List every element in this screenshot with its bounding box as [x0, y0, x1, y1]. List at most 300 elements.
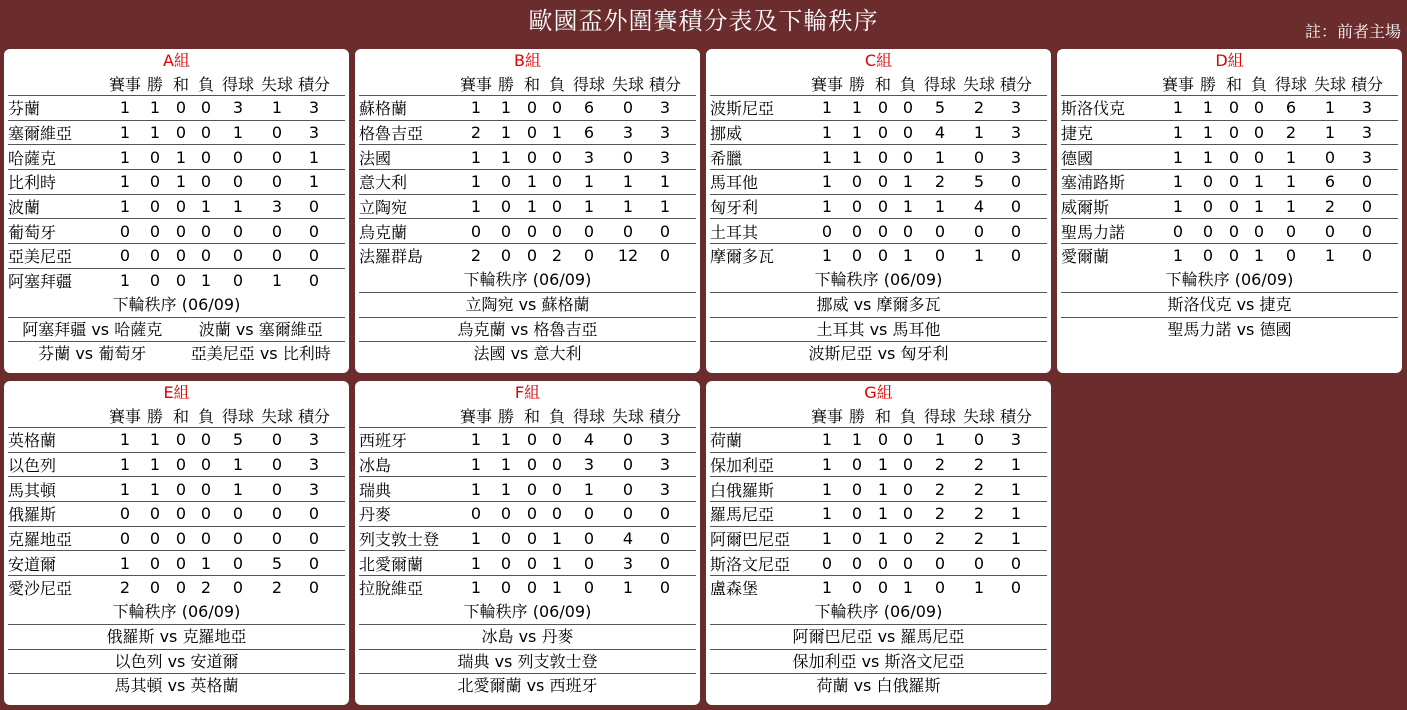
stat-cell: 0 [232, 553, 244, 573]
stat-cell: 6 [1324, 172, 1336, 192]
table-row [359, 452, 696, 477]
stat-cell: 0 [902, 221, 914, 241]
column-header: 負 [548, 406, 565, 426]
stat-cell: 0 [821, 221, 833, 241]
stat-cell: 1 [934, 197, 946, 217]
stat-cell: 0 [902, 553, 914, 573]
match: 阿塞拜疆 vs 哈薩克 [22, 319, 163, 339]
stat-cell: 1 [149, 479, 161, 499]
stat-cell: 0 [902, 504, 914, 524]
schedule-title: 下輪秩序 (06/09) [814, 601, 943, 621]
stat-cell: 0 [622, 221, 634, 241]
stat-cell: 0 [851, 529, 863, 549]
stat-cell: 1 [934, 147, 946, 167]
group-panel [706, 381, 1051, 705]
stat-cell: 1 [551, 578, 563, 598]
stat-cell: 0 [622, 430, 634, 450]
stat-cell: 3 [1010, 98, 1022, 118]
stat-cell: 6 [583, 98, 595, 118]
standings-header [8, 71, 345, 95]
stat-cell: 0 [877, 430, 889, 450]
column-header: 賽事 [810, 74, 843, 94]
column-header: 勝 [497, 74, 514, 94]
stat-cell: 0 [149, 221, 161, 241]
stat-cell: 0 [271, 430, 283, 450]
column-header: 失球 [962, 74, 995, 94]
match: 土耳其 vs 馬耳他 [710, 317, 1047, 342]
column-header: 勝 [146, 406, 163, 426]
stat-cell: 0 [851, 197, 863, 217]
column-header: 負 [899, 74, 916, 94]
stat-cell: 0 [470, 221, 482, 241]
column-header: 賽事 [1161, 74, 1194, 94]
team-name: 意大利 [359, 173, 408, 193]
stat-cell: 3 [583, 147, 595, 167]
group-name: F組 [514, 383, 541, 402]
stat-cell: 0 [934, 246, 946, 266]
match: 斯洛伐克 vs 捷克 [1061, 292, 1398, 317]
team-name: 保加利亞 [710, 456, 775, 476]
table-row [8, 95, 345, 120]
stat-cell: 0 [200, 504, 212, 524]
table-row [359, 144, 696, 169]
stat-cell: 1 [119, 123, 131, 143]
stat-cell: 0 [659, 529, 671, 549]
table-row [710, 427, 1047, 452]
stat-cell: 0 [232, 172, 244, 192]
stat-cell: 1 [821, 246, 833, 266]
stat-cell: 1 [583, 479, 595, 499]
group-panel [1057, 49, 1402, 373]
team-name: 亞美尼亞 [8, 247, 73, 267]
stat-cell: 1 [877, 479, 889, 499]
stat-cell: 3 [659, 479, 671, 499]
stat-cell: 0 [877, 553, 889, 573]
stat-cell: 2 [973, 529, 985, 549]
stat-cell: 1 [1010, 529, 1022, 549]
stat-cell: 0 [551, 98, 563, 118]
column-header: 賽事 [459, 74, 492, 94]
stat-cell: 3 [659, 98, 671, 118]
stat-cell: 0 [1228, 197, 1240, 217]
stat-cell: 0 [500, 529, 512, 549]
stat-cell: 0 [583, 578, 595, 598]
team-name: 波蘭 [8, 198, 41, 218]
team-name: 荷蘭 [710, 431, 743, 451]
stat-cell: 1 [902, 578, 914, 598]
table-row [359, 575, 696, 600]
stat-cell: 1 [470, 553, 482, 573]
stat-cell: 0 [551, 147, 563, 167]
stat-cell: 1 [526, 197, 538, 217]
stat-cell: 0 [526, 504, 538, 524]
stat-cell: 0 [200, 98, 212, 118]
stat-cell: 0 [526, 529, 538, 549]
stat-cell: 1 [470, 197, 482, 217]
stat-cell: 0 [1202, 197, 1214, 217]
stat-cell: 1 [119, 197, 131, 217]
match-row [8, 317, 345, 342]
stat-cell: 1 [200, 553, 212, 573]
stat-cell: 5 [232, 430, 244, 450]
column-header: 負 [1250, 74, 1267, 94]
team-name: 烏克蘭 [359, 222, 408, 242]
team-name: 匈牙利 [710, 198, 759, 218]
match: 挪威 vs 摩爾多瓦 [710, 292, 1047, 317]
stat-cell: 1 [500, 123, 512, 143]
stat-cell: 0 [902, 455, 914, 475]
stat-cell: 0 [1228, 246, 1240, 266]
stat-cell: 1 [1324, 123, 1336, 143]
column-header: 負 [197, 406, 214, 426]
column-header: 失球 [962, 406, 995, 426]
stat-cell: 1 [1202, 98, 1214, 118]
stat-cell: 0 [622, 98, 634, 118]
team-name: 蘇格蘭 [359, 99, 408, 119]
stat-cell: 1 [1285, 197, 1297, 217]
match: 俄羅斯 vs 克羅地亞 [8, 624, 345, 649]
stat-cell: 1 [1172, 172, 1184, 192]
team-name: 波斯尼亞 [710, 99, 775, 119]
team-name: 摩爾多瓦 [710, 247, 775, 267]
stat-cell: 0 [659, 504, 671, 524]
stat-cell: 0 [271, 479, 283, 499]
stat-cell: 1 [821, 123, 833, 143]
table-row [8, 169, 345, 194]
stat-cell: 1 [232, 455, 244, 475]
stat-cell: 0 [175, 529, 187, 549]
team-name: 聖馬力諾 [1061, 222, 1126, 242]
team-name: 愛爾蘭 [1061, 247, 1110, 267]
stat-cell: 6 [583, 123, 595, 143]
match-row [8, 341, 345, 366]
table-row [710, 144, 1047, 169]
stat-cell: 4 [973, 197, 985, 217]
stat-cell: 0 [175, 430, 187, 450]
stat-cell: 0 [1285, 221, 1297, 241]
stat-cell: 1 [119, 455, 131, 475]
stat-cell: 0 [271, 504, 283, 524]
team-name: 塞爾維亞 [8, 124, 73, 144]
stat-cell: 0 [200, 221, 212, 241]
stat-cell: 0 [232, 271, 244, 291]
stat-cell: 0 [119, 529, 131, 549]
stat-cell: 0 [622, 455, 634, 475]
stat-cell: 0 [851, 172, 863, 192]
stat-cell: 3 [622, 553, 634, 573]
stat-cell: 3 [308, 123, 320, 143]
stat-cell: 1 [500, 455, 512, 475]
table-row [359, 526, 696, 551]
stat-cell: 1 [500, 479, 512, 499]
stat-cell: 0 [119, 504, 131, 524]
stat-cell: 2 [470, 246, 482, 266]
stat-cell: 0 [1228, 123, 1240, 143]
table-row [1061, 194, 1398, 219]
stat-cell: 0 [1010, 553, 1022, 573]
team-name: 威爾斯 [1061, 198, 1110, 218]
table-row [710, 169, 1047, 194]
team-name: 拉脫維亞 [359, 579, 424, 599]
stat-cell: 1 [526, 172, 538, 192]
stat-cell: 1 [470, 430, 482, 450]
table-row [710, 95, 1047, 120]
group-name: C組 [864, 51, 893, 70]
stat-cell: 0 [149, 147, 161, 167]
stat-cell: 0 [851, 221, 863, 241]
team-name: 愛沙尼亞 [8, 579, 73, 599]
stat-cell: 1 [175, 172, 187, 192]
stat-cell: 0 [1010, 197, 1022, 217]
stat-cell: 0 [659, 578, 671, 598]
stat-cell: 1 [200, 271, 212, 291]
team-name: 斯洛伐克 [1061, 99, 1126, 119]
stat-cell: 0 [1228, 172, 1240, 192]
stat-cell: 1 [119, 479, 131, 499]
stat-cell: 3 [308, 98, 320, 118]
column-header: 勝 [848, 74, 865, 94]
stat-cell: 1 [851, 98, 863, 118]
stat-cell: 1 [149, 455, 161, 475]
table-row [8, 120, 345, 145]
stat-cell: 0 [583, 246, 595, 266]
stat-cell: 0 [200, 430, 212, 450]
stat-cell: 1 [1285, 147, 1297, 167]
team-name: 克羅地亞 [8, 530, 73, 550]
stat-cell: 0 [232, 529, 244, 549]
group-panel [355, 381, 700, 705]
standings-header [8, 403, 345, 427]
stat-cell: 1 [821, 430, 833, 450]
column-header: 積分 [297, 406, 330, 426]
stat-cell: 2 [973, 479, 985, 499]
team-name: 阿爾巴尼亞 [710, 530, 791, 550]
stat-cell: 0 [877, 221, 889, 241]
schedule-title: 下輪秩序 (06/09) [463, 601, 592, 621]
column-header: 賽事 [810, 406, 843, 426]
standings-header [1061, 71, 1398, 95]
stat-cell: 1 [470, 172, 482, 192]
column-header: 積分 [999, 406, 1032, 426]
table-row [8, 218, 345, 243]
stat-cell: 1 [119, 98, 131, 118]
stat-cell: 0 [271, 455, 283, 475]
stat-cell: 0 [308, 553, 320, 573]
group-name: D組 [1215, 51, 1244, 70]
stat-cell: 0 [551, 430, 563, 450]
stat-cell: 0 [175, 221, 187, 241]
column-header: 得球 [923, 74, 956, 94]
stat-cell: 1 [659, 197, 671, 217]
stat-cell: 0 [271, 147, 283, 167]
stat-cell: 1 [119, 430, 131, 450]
table-row [8, 427, 345, 452]
table-row [710, 243, 1047, 268]
stat-cell: 0 [200, 147, 212, 167]
team-name: 德國 [1061, 148, 1094, 168]
team-name: 捷克 [1061, 124, 1094, 144]
stat-cell: 5 [973, 172, 985, 192]
table-row [8, 526, 345, 551]
stat-cell: 0 [1253, 123, 1265, 143]
stat-cell: 0 [902, 430, 914, 450]
stat-cell: 0 [622, 504, 634, 524]
column-header: 失球 [260, 74, 293, 94]
stat-cell: 0 [308, 529, 320, 549]
stat-cell: 0 [308, 504, 320, 524]
column-header: 勝 [146, 74, 163, 94]
table-row [359, 476, 696, 501]
group-name: A組 [163, 51, 190, 70]
stat-cell: 1 [1253, 172, 1265, 192]
stat-cell: 0 [149, 246, 161, 266]
stat-cell: 0 [175, 553, 187, 573]
stat-cell: 1 [119, 271, 131, 291]
stat-cell: 0 [232, 578, 244, 598]
stat-cell: 0 [308, 221, 320, 241]
schedule-title: 下輪秩序 (06/09) [112, 601, 241, 621]
column-header: 和 [172, 74, 189, 94]
stat-cell: 1 [1324, 246, 1336, 266]
stat-cell: 0 [232, 147, 244, 167]
column-header: 負 [899, 406, 916, 426]
team-name: 土耳其 [710, 222, 759, 242]
stat-cell: 1 [1172, 246, 1184, 266]
stat-cell: 3 [308, 479, 320, 499]
stat-cell: 0 [851, 455, 863, 475]
team-name: 哈薩克 [8, 148, 57, 168]
column-header: 得球 [923, 406, 956, 426]
stat-cell: 0 [902, 123, 914, 143]
stat-cell: 0 [622, 147, 634, 167]
stat-cell: 1 [973, 246, 985, 266]
stat-cell: 0 [851, 578, 863, 598]
stat-cell: 0 [1202, 221, 1214, 241]
stat-cell: 0 [526, 123, 538, 143]
stat-cell: 1 [583, 172, 595, 192]
stat-cell: 0 [659, 553, 671, 573]
table-row [8, 268, 345, 293]
table-row [710, 476, 1047, 501]
table-row [8, 452, 345, 477]
column-header: 得球 [572, 74, 605, 94]
stat-cell: 0 [851, 553, 863, 573]
stat-cell: 1 [877, 455, 889, 475]
stat-cell: 1 [308, 172, 320, 192]
stat-cell: 0 [973, 430, 985, 450]
stat-cell: 0 [659, 221, 671, 241]
table-row [359, 169, 696, 194]
stat-cell: 0 [500, 246, 512, 266]
stat-cell: 0 [551, 455, 563, 475]
stat-cell: 1 [1172, 197, 1184, 217]
stat-cell: 0 [149, 197, 161, 217]
stat-cell: 0 [659, 246, 671, 266]
stat-cell: 0 [526, 578, 538, 598]
stat-cell: 0 [551, 221, 563, 241]
stat-cell: 0 [175, 246, 187, 266]
match: 瑞典 vs 列支敦士登 [359, 649, 696, 674]
team-name: 盧森堡 [710, 579, 759, 599]
stat-cell: 0 [500, 197, 512, 217]
stat-cell: 4 [583, 430, 595, 450]
stat-cell: 0 [200, 172, 212, 192]
team-name: 法國 [359, 148, 392, 168]
stat-cell: 1 [1172, 123, 1184, 143]
stat-cell: 0 [877, 98, 889, 118]
stat-cell: 0 [175, 197, 187, 217]
page-title: 歐國盃外圍賽積分表及下輪秩序 [528, 7, 879, 35]
stat-cell: 2 [271, 578, 283, 598]
stat-cell: 3 [308, 455, 320, 475]
stat-cell: 1 [500, 430, 512, 450]
team-name: 羅馬尼亞 [710, 505, 775, 525]
stat-cell: 1 [902, 246, 914, 266]
stat-cell: 1 [877, 504, 889, 524]
stat-cell: 1 [119, 553, 131, 573]
column-header: 積分 [1350, 74, 1383, 94]
stat-cell: 0 [500, 504, 512, 524]
team-name: 安道爾 [8, 554, 57, 574]
stat-cell: 0 [551, 479, 563, 499]
stat-cell: 2 [973, 455, 985, 475]
column-header: 積分 [297, 74, 330, 94]
stat-cell: 0 [1253, 221, 1265, 241]
stat-cell: 1 [902, 197, 914, 217]
stat-cell: 1 [1172, 147, 1184, 167]
stat-cell: 1 [232, 123, 244, 143]
stat-cell: 0 [200, 246, 212, 266]
stat-cell: 0 [1324, 221, 1336, 241]
stat-cell: 0 [308, 578, 320, 598]
stat-cell: 0 [526, 98, 538, 118]
stat-cell: 1 [551, 553, 563, 573]
stat-cell: 1 [200, 197, 212, 217]
table-row [8, 144, 345, 169]
team-name: 白俄羅斯 [710, 480, 775, 500]
stat-cell: 0 [500, 578, 512, 598]
stat-cell: 2 [934, 504, 946, 524]
match: 波斯尼亞 vs 匈牙利 [710, 341, 1047, 366]
stat-cell: 1 [470, 529, 482, 549]
stat-cell: 0 [119, 246, 131, 266]
stat-cell: 3 [232, 98, 244, 118]
team-name: 比利時 [8, 173, 57, 193]
stat-cell: 0 [1285, 246, 1297, 266]
match: 荷蘭 vs 白俄羅斯 [710, 673, 1047, 698]
stat-cell: 3 [622, 123, 634, 143]
match: 聖馬力諾 vs 德國 [1061, 317, 1398, 342]
stat-cell: 0 [934, 578, 946, 598]
stat-cell: 1 [821, 172, 833, 192]
stat-cell: 0 [200, 455, 212, 475]
team-name: 馬耳他 [710, 173, 759, 193]
column-header: 勝 [848, 406, 865, 426]
stat-cell: 1 [470, 98, 482, 118]
stat-cell: 0 [232, 504, 244, 524]
stat-cell: 0 [1010, 221, 1022, 241]
stat-cell: 0 [526, 147, 538, 167]
stat-cell: 0 [877, 578, 889, 598]
stat-cell: 1 [1324, 98, 1336, 118]
column-header: 積分 [648, 406, 681, 426]
stat-cell: 0 [1324, 147, 1336, 167]
stat-cell: 3 [1010, 430, 1022, 450]
stat-cell: 1 [821, 455, 833, 475]
stat-cell: 1 [1285, 172, 1297, 192]
table-row [359, 95, 696, 120]
stat-cell: 0 [902, 98, 914, 118]
